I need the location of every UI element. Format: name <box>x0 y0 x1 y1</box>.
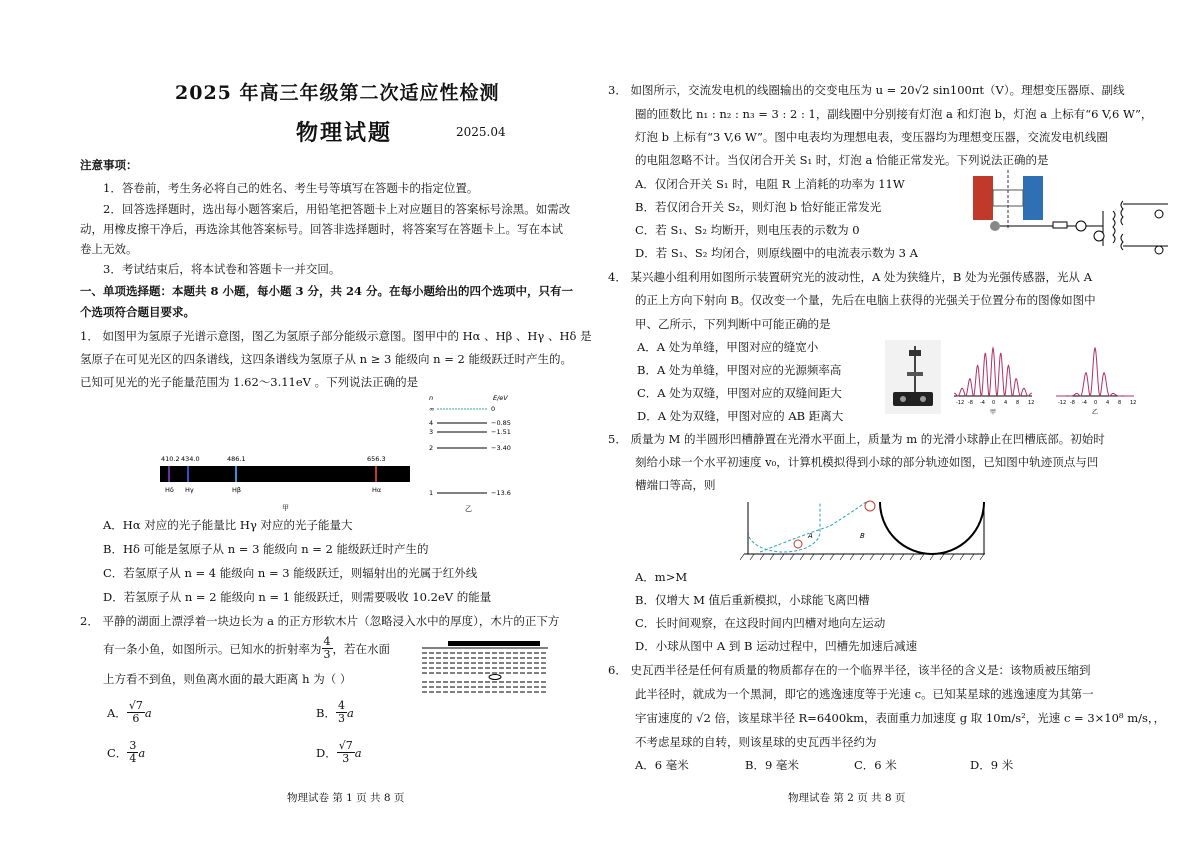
svg-text:−13.6: −13.6 <box>491 489 511 497</box>
svg-text:2: 2 <box>429 444 434 452</box>
axis-tick-label: 0 <box>992 400 996 406</box>
line-name-label: Hδ <box>165 486 174 494</box>
page-footer: 物理试卷 第 2 页 共 8 页 <box>788 792 906 804</box>
q4-option-d: D．A 处为双缝，甲图对应的 AB 距离大 <box>637 409 844 423</box>
svg-text:1: 1 <box>429 489 434 497</box>
intensity-plot-yi <box>1052 338 1137 416</box>
q1-option-c: C．若氢原子从 n = 4 能级向 n = 3 能级跃迁，则辐射出的光属于红外线 <box>103 566 478 580</box>
svg-text:甲: 甲 <box>990 409 997 416</box>
axis-tick-label: -4 <box>1082 400 1087 406</box>
q6-option-a: A．6 毫米 <box>635 758 689 772</box>
groove-trajectory-figure <box>740 496 990 562</box>
exam-date: 2025.04 <box>456 125 506 139</box>
svg-text:3: 3 <box>429 428 434 436</box>
q1-stem: 1． 如图甲为氢原子光谱示意图，图乙为氢原子部分能级示意图。图甲中的 Hα 、Hβ 、Hγ 、Hδ 是 <box>80 329 592 343</box>
spectrum-band <box>160 466 410 482</box>
line-name-label: Hγ <box>185 486 194 494</box>
q6-option-b: B．9 毫米 <box>745 758 799 772</box>
q4-option-b: B．A 处为单缝，甲图对应的光源频率高 <box>637 363 842 377</box>
transformer-primary <box>1113 211 1115 243</box>
q3-stem: 3． 如图所示，交流发电机的线圈输出的交变电压为 u = 20√2 sin100πt（V）。理想变压器原、副线 <box>608 83 1125 97</box>
q6-stem: 此半径时，就成为一个黑洞，即它的逃逸速度等于光速 c。已知某星球的逃逸速度为其第一 <box>635 687 1094 701</box>
q3-option-c: C．若 S₁、S₂ 均断开，则电压表的示数为 0 <box>635 223 860 237</box>
groove-current <box>880 502 984 554</box>
axis-tick-label: -12 <box>956 400 965 406</box>
groove-initial-dashed <box>748 502 820 552</box>
right-page <box>600 0 1200 847</box>
intensity-plot-jia <box>950 338 1035 416</box>
ball-top <box>865 501 875 511</box>
intensity-curve-jia <box>954 348 1032 396</box>
exam-title: 2025 年高三年级第二次适应性检测 <box>175 82 500 104</box>
energy-level-figure <box>425 392 525 517</box>
notes-heading: 注意事项： <box>80 158 138 172</box>
q3-stem: 灯泡 b 上标有“3 V,6 W”。图中电表均为理想电表，变压器均为理想变压器，交流发电机线圈 <box>635 130 1108 144</box>
section-heading: 一、单项选择题：本题共 8 小题，每小题 3 分，共 24 分。在每小题给出的四个选项中，只有一 <box>80 284 574 298</box>
note-line: 1．答卷前，考生务必将自己的姓名、考生号等填写在答题卡的指定位置。 <box>103 181 479 195</box>
q6-stem: 6． 史瓦西半径是任何有质量的物质都存在的一个临界半径，该半径的含义是：该物质被压缩到 <box>608 663 1091 677</box>
transformer-secondary <box>1121 201 1123 225</box>
voltmeter-icon <box>1094 231 1104 241</box>
wavelength-label: 486.1 <box>227 455 246 463</box>
note-line: 卷上无效。 <box>80 242 138 256</box>
q3-option-d: D．若 S₁、S₂ 均闭合，则原线圈中的电流表示数为 3 A <box>635 246 918 260</box>
q3-option-b: B．若仅闭合开关 S₂，则灯泡 b 恰好能正常发光 <box>635 200 882 214</box>
svg-text:0: 0 <box>491 405 496 413</box>
axis-tick-label: -8 <box>968 400 973 406</box>
q3-stem: 圈的匝数比 n₁ : n₂ : n₃ = 3 : 2 : 1，副线圈中分别接有灯泡 a 和灯泡 b，灯泡 a 上标有“6 V,6 W”， <box>635 107 1153 121</box>
note-line: 2．回答选择题时，选出每小题答案后，用铅笔把答题卡上对应题目的答案标号涂黑。如需改 <box>103 202 571 216</box>
svg-text:A: A <box>808 532 813 540</box>
axis-tick-label: 12 <box>1028 400 1035 406</box>
figure-caption-yi: 乙 <box>465 505 472 513</box>
axis-tick-label: 4 <box>1106 400 1110 406</box>
slip-ring <box>990 221 1000 231</box>
wavelength-label: 410.2 <box>161 455 180 463</box>
q5-option-b: B．仅增大 M 值后重新模拟，小球能飞离凹槽 <box>635 593 870 607</box>
axis-tick-label: 8 <box>1016 400 1020 406</box>
light-sensor-apparatus-photo <box>885 340 941 414</box>
svg-text:∞: ∞ <box>429 405 435 413</box>
line-name-label: Hα <box>372 486 382 494</box>
q4-stem: 4． 某兴趣小组利用如图所示装置研究光的波动性，A 处为狭缝片，B 处为光强传感器，光从 A <box>608 270 1092 284</box>
q6-option-c: C．6 米 <box>854 758 897 772</box>
q6-option-d: D．9 米 <box>970 758 1014 772</box>
ammeter-icon <box>1076 221 1086 231</box>
q4-stem: 的正上方向下射向 B。仅改变一个量，先后在电脑上获得的光强关于位置分布的图像如图中 <box>635 293 1096 307</box>
line-name-label: Hβ <box>232 486 242 494</box>
hydrogen-spectrum-figure <box>155 448 415 518</box>
q4-option-c: C．A 处为双缝，甲图对应的双缝间距大 <box>637 386 842 400</box>
q4-stem: 甲、乙所示，下列判断中可能正确的是 <box>635 317 831 331</box>
q2-stem: 上方看不到鱼，则鱼离水面的最大距离 h 为（ ） <box>103 672 352 686</box>
svg-text:乙: 乙 <box>1092 409 1099 416</box>
q6-stem: 不考虑星球的自转，则该星球的史瓦西半径约为 <box>635 735 877 749</box>
q5-stem: 刻给小球一个水平初速度 v₀，计算机模拟得到小球的部分轨迹如图，已知图中轨迹顶点与凹 <box>635 455 1099 469</box>
q3-option-a: A．仅闭合开关 S₁ 时，电阻 R 上消耗的功率为 11W <box>635 177 905 191</box>
q4-option-a: A．A 处为单缝，甲图对应的缝宽小 <box>637 340 819 354</box>
lamp-b-icon <box>1155 246 1163 254</box>
q5-stem: 槽端口等高，则 <box>635 478 716 492</box>
q1-option-d: D．若氢原子从 n = 2 能级向 n = 1 能级跃迁，则需要吸收 10.2eV 的能量 <box>103 590 492 604</box>
subject-title: 物理试题 <box>296 120 393 146</box>
q2-stem: 有一条小鱼，如图所示。已知水的折射率为 $\frac{4}{3}$ ，若在水面 <box>103 635 390 661</box>
q1-option-a: A．Hα 对应的光子能量比 Hγ 对应的光子能量大 <box>103 518 353 532</box>
axis-tick-label: -4 <box>980 400 985 406</box>
q2-stem: 2． 平静的湖面上漂浮着一块边长为 a 的正方形软木片（忽略浸入水中的厚度），木片的正下方 <box>80 614 560 628</box>
trajectory-dashed <box>760 502 866 552</box>
q3-stem: 的电阻忽略不计。当仅闭合开关 S₁ 时，灯泡 a 恰能正常发光。下列说法正确的是 <box>635 153 1049 167</box>
axis-tick-label: -8 <box>1070 400 1075 406</box>
water-fish-figure <box>420 636 550 698</box>
q5-stem: 5． 质量为 M 的半圆形凹槽静置在光滑水平面上，质量为 m 的光滑小球静止在凹槽底部。初始时 <box>608 432 1105 446</box>
magnet-n-pole <box>973 176 993 220</box>
ball-at-a <box>794 540 802 548</box>
magnet-s-pole <box>1023 176 1043 220</box>
refraction-index-fraction: $\frac{4}{3}$ <box>323 635 331 661</box>
fish-icon <box>489 675 501 680</box>
q1-stem: 已知可见光的光子能量范围为 1.62～3.11eV 。下列说法正确的是 <box>80 375 419 389</box>
wavelength-label: 656.3 <box>367 455 386 463</box>
q5-option-a: A．m>M <box>635 570 688 584</box>
svg-text:−3.40: −3.40 <box>491 444 511 452</box>
note-line: 3．考试结束后，将本试卷和答题卡一并交回。 <box>103 262 341 276</box>
q6-stem: 宇宙速度的 √2 倍，该星球半径 R=6400km，表面重力加速度 g 取 10m/s²，光速 c = 3×10⁸ m/s，， <box>635 711 1166 725</box>
generator-circuit-figure <box>963 166 1178 262</box>
lamp-a-icon <box>1155 210 1163 218</box>
axis-tick-label: 4 <box>1004 400 1008 406</box>
svg-text:−1.51: −1.51 <box>491 428 511 436</box>
svg-text:E/eV: E/eV <box>493 394 508 402</box>
svg-text:n: n <box>429 394 434 402</box>
q2-option-c: C． $\frac{3}{4}$ a <box>107 739 146 765</box>
svg-text:B: B <box>860 532 865 540</box>
q2-option-a: A． $\frac{√7}{6}$ a <box>107 699 152 725</box>
axis-tick-label: 0 <box>1094 400 1098 406</box>
axis-tick-label: 12 <box>1130 400 1137 406</box>
axis-tick-label: 8 <box>1118 400 1122 406</box>
svg-text:−0.85: −0.85 <box>491 419 511 427</box>
section-heading-cont: 个选项符合题目要求。 <box>80 305 195 319</box>
wavelength-label: 434.0 <box>181 455 200 463</box>
q5-option-c: C．长时间观察，在这段时间内凹槽对地向左运动 <box>635 616 886 630</box>
q2-option-d: D． $\frac{√7}{3}$ a <box>316 739 362 765</box>
figure-caption-jia: 甲 <box>282 504 289 512</box>
intensity-curve-yi <box>1056 348 1134 396</box>
q1-option-b: B．Hδ 可能是氢原子从 n = 3 能级向 n = 2 能级跃迁时产生的 <box>103 542 429 556</box>
transformer-tertiary <box>1121 234 1123 250</box>
svg-text:4: 4 <box>429 419 434 427</box>
resistor-r <box>1053 222 1067 228</box>
cork-board <box>448 641 540 646</box>
page-footer: 物理试卷 第 1 页 共 8 页 <box>287 792 405 804</box>
q1-stem: 氢原子在可见光区的四条谱线，这四条谱线为氢原子从 n ≥ 3 能级向 n = 2 能级跃迁时产生的。 <box>80 352 572 366</box>
q5-option-d: D．小球从图中 A 到 B 运动过程中，凹槽先加速后减速 <box>635 639 918 653</box>
q2-option-b: B． $\frac{4}{3}$ a <box>316 699 354 725</box>
axis-tick-label: -12 <box>1058 400 1067 406</box>
note-line: 动，用橡皮擦干净后，再选涂其他答案标号。回答非选择题时，将答案写在答题卡上。写在本试 <box>80 222 563 236</box>
